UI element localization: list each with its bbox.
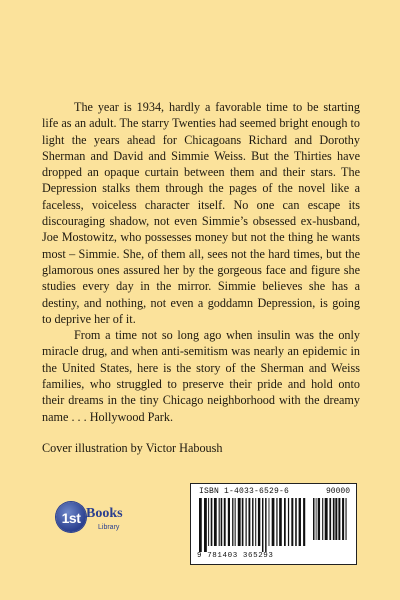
cover-illustration-credit: Cover illustration by Victor Haboush [42,441,223,455]
logo-prefix: 1st [61,510,81,526]
blurb-paragraph-2: From a time not so long ago when insulin was the only miracle drug, and when anti-semitism was nearly an epidemic in the United States, here is the story of the Sherman and Weiss families, who struggled to preserve their pride and hold onto their dreams in the tiny Chicago neighborhood with the dreamy name . . . Hollywood Park. [42,328,360,424]
ean-digits: 9 781403 365293 [197,552,274,560]
back-cover-blurb [42,99,360,425]
price-code: 90000 [325,487,350,496]
logo-name: Books [86,506,123,521]
supplemental-barcode-icon [313,498,350,546]
publisher-logo [50,500,140,540]
ean-barcode-icon [199,498,307,552]
blurb-paragraph-1: The year is 1934, hardly a favorable time to be starting life as an adult. The starry Twenties had seemed bright enough to light the years ahead for Chicagoans Richard and Dorothy Sherman and David and Simmie Weiss. But the Thirties have dropped an opaque curtain between them and their stars. The Depression stalks them through the pages of the novel like a faceless, voiceless character itself. No one can escape its discouraging shadow, not even Simmie’s obsessed ex-husband, Joe Mostowitz, who possesses money but not the thing he wants most – Simmie. She, of them all, sees not the hard times, but the glamorous ones assured her by the gorgeous face and figure she studies every day in the mirror. Simmie believes she has a destiny, and nothing, not even a goddamn Depression, is going to deprive her of it. [42,100,360,326]
isbn-barcode-box [190,483,357,565]
logo-subtitle: Library [98,524,120,531]
isbn-number: ISBN 1-4033-6529-6 [199,487,290,496]
